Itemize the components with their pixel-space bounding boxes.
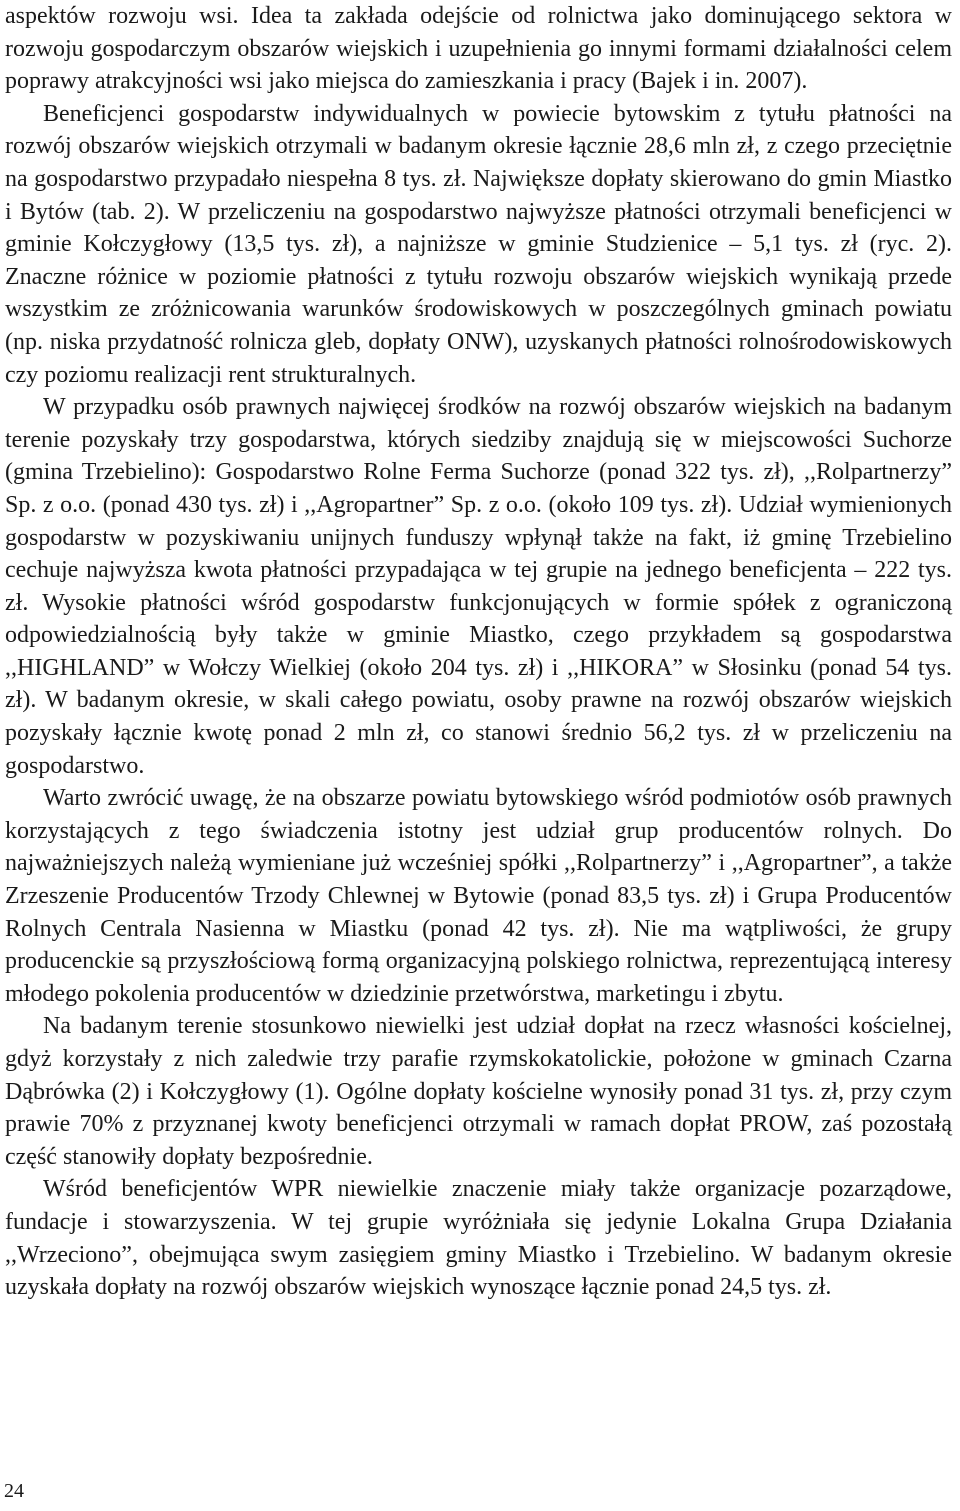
paragraph-individual-farms: Beneficjenci gospodarstw indywidualnych w powiecie bytowskim z tytułu płatności na rozwój obszarów wiejskich otrzymali w badanym okresie łącznie 28,6 mln zł, z czego przeciętnie na gospodarstwo przypadało niespełna 8 tys. zł. Największe dopłaty skierowano do gmin Miastko i Bytów (tab. 2). W przeliczeniu na gospodarstwo najwyższe płatności otrzymali beneficjenci w gminie Kołczygłowy (13,5 tys. zł), a najniższe w gminie Studzienice – 5,1 tys. zł (ryc. 2). Znaczne różnice w poziomie płatności z tytułu rozwoju obszarów wiejskich wynikają przede wszystkim ze zróżnicowania warunków środowiskowych w poszczególnych gminach powiatu (np. niska przydatność rolnicza gleb, dopłaty ONW), uzyskanych płatności rolnośrodowiskowych czy poziomu realizacji rent strukturalnych.	[5, 100, 952, 388]
paragraph-ngos: Wśród beneficjentów WPR niewielkie znaczenie miały także organizacje pozarządowe, fundacje i stowarzyszenia. W tej grupie wyróżniała się jedynie Lokalna Grupa Działania ,,Wrzeciono”, obejmująca swym zasięgiem gminy Miastko i Trzebielino. W badanym okresie uzyskała dopłaty na rozwój obszarów wiejskich wynoszące łącznie ponad 24,5 tys. zł.	[5, 1176, 952, 1301]
document-body	[5, 0, 952, 1304]
paragraph-continuation: aspektów rozwoju wsi. Idea ta zakłada odejście od rolnictwa jako dominującego sektora w rozwoju gospodarczym obszarów wiejskich i uzupełnienia go innymi formami działalności celem poprawy atrakcyjności wsi jako miejsca do zamieszkania i pracy (Bajek i in. 2007).	[5, 3, 952, 95]
paragraph-legal-entities: W przypadku osób prawnych najwięcej środków na rozwój obszarów wiejskich na badanym terenie pozyskały trzy gospodarstwa, których siedziby znajdują się w miejscowości Suchorze (gmina Trzebielino): Gospodarstwo Rolne Ferma Suchorze (ponad 322 tys. zł), ,,Rolpartnerzy” Sp. z o.o. (ponad 430 tys. zł) i ,,Agropartner” Sp. z o.o. (około 109 tys. zł). Udział wymienionych gospodarstw w pozyskiwaniu unijnych funduszy wpłynął także na fakt, iż gminę Trzebielino cechuje najwyższa kwota płatności przypadająca w tej grupie na jednego beneficjenta – 222 tys. zł. Wysokie płatności wśród gospodarstw funkcjonujących w formie spółek z ograniczoną odpowiedzialnością były także w gminie Miastko, czego przykładem są gospodarstwa ,,HIGHLAND” w Wołczy Wielkiej (około 204 tys. zł) i ,,HIKORA” w Słosinku (ponad 54 tys. zł). W badanym okresie, w skali całego powiatu, osoby prawne na rozwój obszarów wiejskich pozyskały łącznie kwotę ponad 2 mln zł, co stanowi średnio 56,2 tys. zł w przeliczeniu na gospodarstwo.	[5, 394, 952, 779]
paragraph-producer-groups: Warto zwrócić uwagę, że na obszarze powiatu bytowskiego wśród podmiotów osób prawnych korzystających z tego świadczenia istotny jest udział grup producentów rolnych. Do najważniejszych należą wymieniane już wcześniej spółki ,,Rolpartnerzy” i ,,Agropartner”, a także Zrzeszenie Producentów Trzody Chlewnej w Bytowie (ponad 83,5 tys. zł) i Grupa Producentów Rolnych Centrala Nasienna w Miastku (ponad 42 tys. zł). Nie ma wątpliwości, że grupy producenckie są przyszłościową formą organizacyjną polskiego rolnictwa, reprezentującą interesy młodego pokolenia producentów w dziedzinie przetwórstwa, marketingu i zbytu.	[5, 785, 952, 1007]
page-number: 24	[4, 1480, 24, 1502]
paragraph-church-property: Na badanym terenie stosunkowo niewielki jest udział dopłat na rzecz własności kościelnej, gdyż korzystały z nich zaledwie trzy parafie rzymskokatolickie, położone w gminach Czarna Dąbrówka (2) i Kołczygłowy (1). Ogólne dopłaty kościelne wynosiły ponad 31 tys. zł, przy czym prawie 70% z przyznanej kwoty beneficjenci otrzymali w ramach dopłat PROW, zaś pozostałą część stanowiły dopłaty bezpośrednie.	[5, 1013, 952, 1170]
